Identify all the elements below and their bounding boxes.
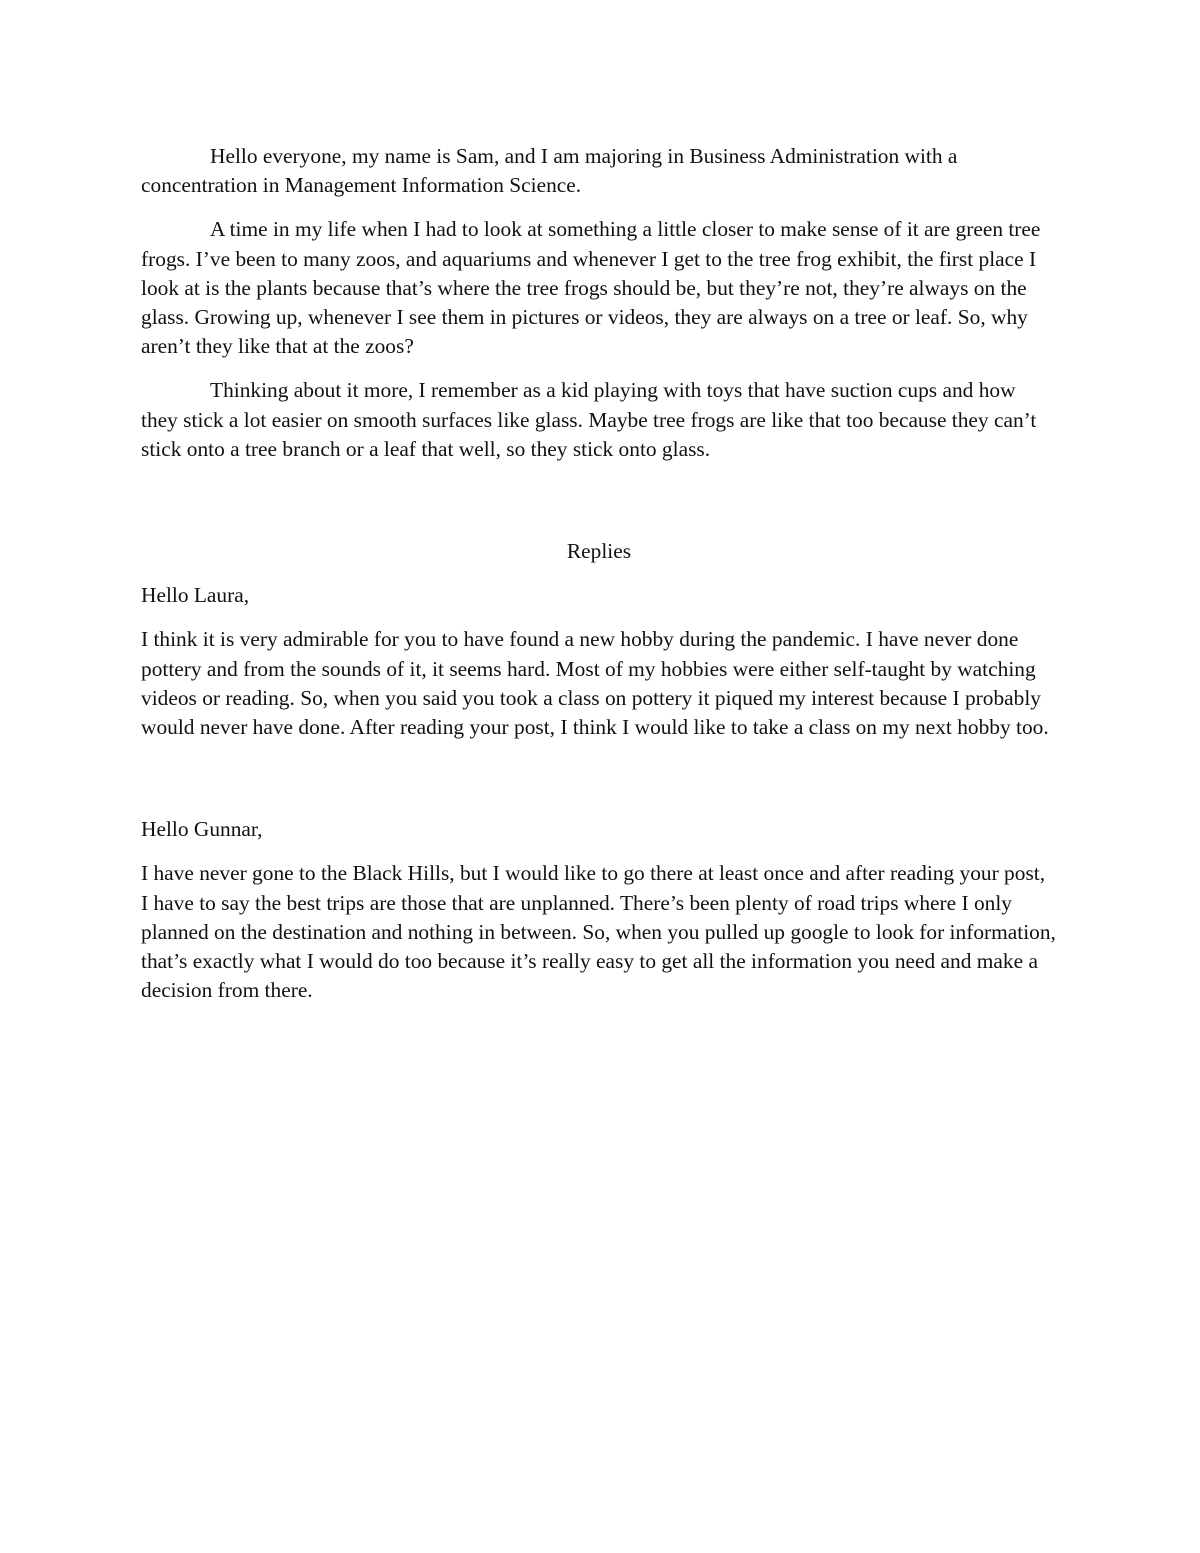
intro-paragraph: Hello everyone, my name is Sam, and I am majoring in Business Administration with a concentration in Management Information Science. [141, 144, 958, 198]
suction-cup-paragraph: Thinking about it more, I remember as a kid playing with toys that have suction cups and how they stick a lot easier on smooth surfaces like glass. Maybe tree frogs are like that too because they can’t stick onto a tree branch or a leaf that well, so they stick onto glass. [141, 378, 1037, 461]
reply-body-laura: I think it is very admirable for you to have found a new hobby during the pandemic. I have never done pottery and from the sounds of it, it seems hard. Most of my hobbies were either self-taught by watching videos or reading. So, when you said you took a class on pottery it piqued my interest because I probably would never have done. After reading your post, I think I would like to take a class on my next hobby too. [141, 627, 1049, 740]
reply-greeting-laura: Hello Laura, [141, 583, 250, 608]
replies-heading: Replies [566, 539, 632, 564]
reply-body-gunnar: I have never gone to the Black Hills, but I would like to go there at least once and after reading your post, I have to say the best trips are those that are unplanned. There’s been plenty of road trips where I only planned on the destination and nothing in between. So, when you pulled up google to look for information, that’s exactly what I would do too because it’s really easy to get all the information you need and make a decision from there. [141, 861, 1056, 1003]
document-content [141, 142, 1057, 1005]
tree-frog-paragraph: A time in my life when I had to look at something a little closer to make sense of it are green tree frogs. I’ve been to many zoos, and aquariums and whenever I get to the tree frog exhibit, the first place I look at is the plants because that’s where the tree frogs should be, but they’re not, they’re always on the glass. Growing up, whenever I see them in pictures or videos, they are always on a tree or leaf. So, why aren’t they like that at the zoos? [141, 217, 1041, 359]
reply-greeting-gunnar: Hello Gunnar, [141, 817, 263, 842]
